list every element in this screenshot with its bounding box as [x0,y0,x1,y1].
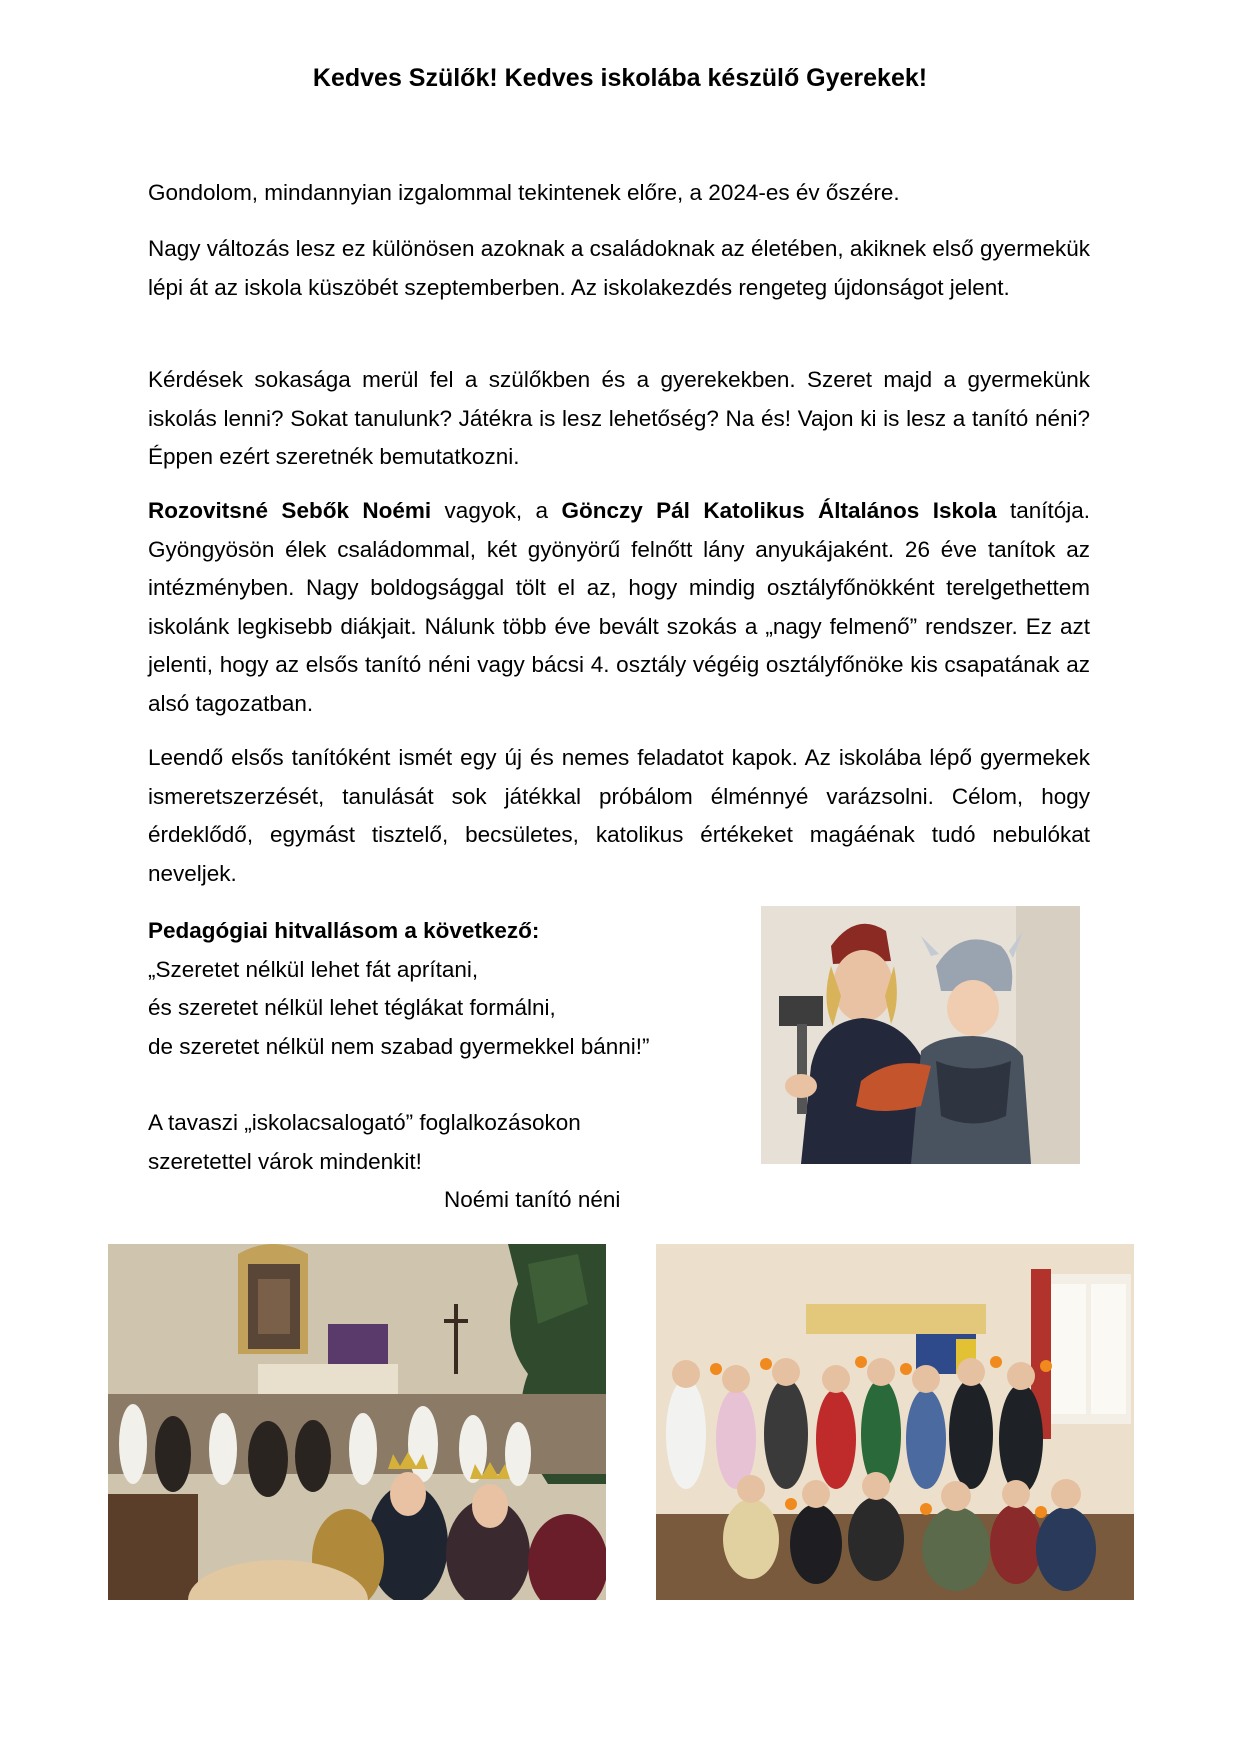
text-fragment: tanítója. Gyöngyösön élek családommal, két gyönyörű felnőtt lány anyukájaként. 26 éve tanítok az intézményben. Nagy boldogsággal tölt el az, hogy mindig osztályfőnökként terelgethettem iskolánk legkisebb diákjait. Nálunk több éve bevált szokás a „nagy felmenő” rendszer. Ez azt jelenti, hogy az elsős tanító néni vagy bácsi 4. osztály végéig osztályfőnöke kis csapatának az alsó tagozatban. [148,498,1091,716]
invitation [148,1104,768,1181]
paragraph-text: Leendő elsős tanítóként ismét egy új és nemes feladatot kapok. Az iskolába lépő gyermekek ismeretszerzését, tanulását sok játékkal próbálom élménnyé varázsolni. Célom, hogy érdeklődő, egymást tisztelő, becsületes, katolikus értékeket magáénak tudó nebulókat neveljek. [148,745,1090,886]
paragraph-change [148,230,1090,321]
paragraph-text: Kérdések sokasága merül fel a szülőkben és a gyerekekben. Szeret majd a gyermekünk iskolás lenni? Sokat tanulunk? Játékra is lesz lehetőség? Na és! Vajon ki is lesz a tanító néni? Éppen ezért szeretnék bemutatkozni. [148,367,1090,469]
church-nativity-illustration [108,1244,606,1600]
teacher-costume-photo [761,906,1080,1164]
creed-line: „Szeretet nélkül lehet fát aprítani, [148,956,479,982]
paragraph-intro [148,174,1090,227]
text-fragment: vagyok, a [431,498,562,523]
invitation-line: A tavaszi „iskolacsalogató” foglalkozásokon [148,1110,581,1135]
creed-line: és szeretet nélkül lehet téglákat formálni, [148,995,556,1020]
classroom-group-photo [656,1244,1134,1600]
creed-line: de szeretet nélkül nem szabad gyermekkel bánni!” [148,1033,650,1059]
paragraph-introduction [148,492,1090,737]
paragraph-goals [148,739,1090,907]
teacher-name: Rozovitsné Sebők Noémi [148,498,432,523]
teacher-costume-illustration [761,906,1080,1164]
classroom-group-illustration [656,1244,1134,1600]
creed-heading: Pedagógiai hitvallásom a következő: [148,918,540,943]
school-name: Gönczy Pál Katolikus Általános Iskola [561,498,997,523]
invitation-line: szeretettel várok mindenkit! [148,1148,422,1174]
church-nativity-photo [108,1244,606,1600]
page-title: Kedves Szülők! Kedves iskolába készülő Gyerekek! [312,64,928,92]
paragraph-questions [148,361,1090,491]
paragraph-text: Nagy változás lesz ez különösen azoknak a családoknak az életében, akiknek első gyermekük lépi át az iskola küszöbét szeptemberben. Az iskolakezdés rengeteg újdonságot jelent. [148,236,1090,300]
paragraph-text: Gondolom, mindannyian izgalommal tekintenek előre, a 2024-es év őszére. [148,180,900,205]
pedagogical-creed [148,912,768,1066]
paragraph-text [148,492,1090,723]
signature: Noémi tanító néni [444,1187,621,1212]
